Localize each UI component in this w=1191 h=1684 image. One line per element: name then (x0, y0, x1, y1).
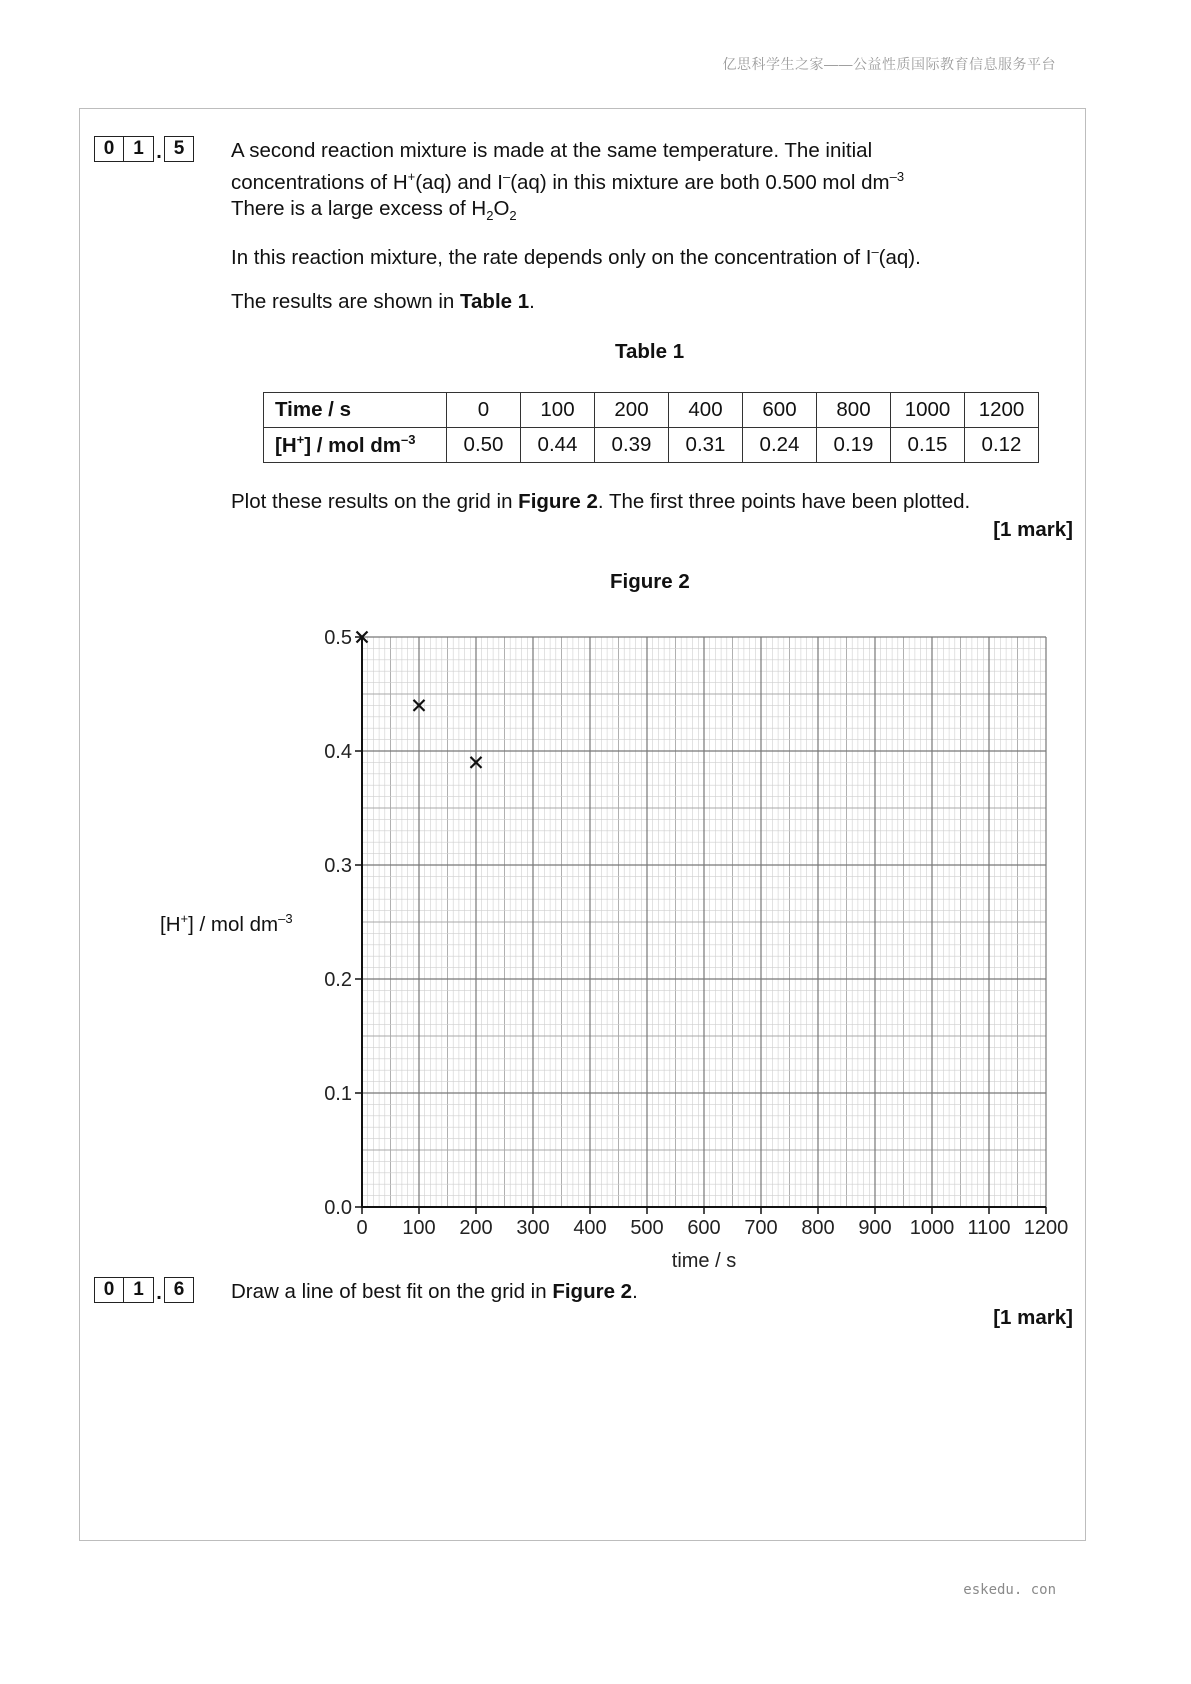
table-row-head: [H+] / mol $dm^{-3}$ (264, 428, 447, 463)
intro-line-3: There is a large excess of $H_2O_2$ (231, 196, 517, 223)
rate-statement: In this reaction mixture, the rate depends only on the concentration of I–(aq). (231, 244, 921, 269)
table-cell: 0.50 (447, 428, 521, 463)
x-tick-label: 800 (801, 1217, 835, 1239)
intro-line-1: A second reaction mixture is made at the same temperature. The initial (231, 139, 873, 162)
question-dot: . (156, 1282, 162, 1304)
table-cell: 600 (743, 393, 817, 428)
x-axis-title: time / s (671, 1250, 737, 1272)
x-tick-label: 0 (356, 1217, 368, 1239)
table-cell: 1200 (965, 393, 1039, 428)
footer-site: eskedu. con (963, 1582, 1056, 1598)
x-tick-label: 900 (858, 1217, 892, 1239)
table-cell: 0.24 (743, 428, 817, 463)
table-cell: 800 (817, 393, 891, 428)
table-row-head: Time / s (264, 393, 447, 428)
question-digit: 0 (94, 136, 124, 162)
x-tick-label: 400 (573, 1217, 607, 1239)
x-tick-label: 1100 (967, 1217, 1011, 1239)
table-cell: 0.31 (669, 428, 743, 463)
y-tick-label: 0.5 (324, 627, 352, 649)
plot-instruction: Plot these results on the grid in Figure 2. The first three points have been plotted. (231, 490, 971, 513)
y-tick-label: 0.2 (324, 969, 352, 991)
question-dot: . (156, 141, 162, 163)
mark-allocation: [1 mark] (993, 518, 1073, 541)
question-digit: 0 (94, 1277, 124, 1303)
x-tick-label: 100 (402, 1217, 436, 1239)
intro-line-2: concentrations of H+(aq) and I–(aq) in this mixture are both 0.500 mol $dm^{-3}$ (231, 169, 905, 194)
y-axis-title: [H+] / mol $dm^{-3}$ (160, 911, 293, 936)
table-cell: 0.44 (521, 428, 595, 463)
x-tick-label: 600 (687, 1217, 721, 1239)
y-tick-label: 0.4 (324, 741, 352, 763)
y-tick-label: 0.0 (324, 1197, 352, 1219)
question-digit: 5 (164, 136, 194, 162)
x-tick-label: 1200 (1023, 1217, 1069, 1239)
y-tick-label: 0.1 (324, 1083, 352, 1105)
x-tick-label: 700 (744, 1217, 778, 1239)
header-watermark: 亿思科学生之家——公益性质国际教育信息服务平台 (722, 56, 1056, 72)
table-title: Table 1 (615, 340, 685, 363)
best-fit-instruction: Draw a line of best fit on the grid in Figure 2. (231, 1280, 638, 1303)
table-cell: 200 (595, 393, 669, 428)
figure-title: Figure 2 (610, 570, 690, 593)
table-cell: 0.39 (595, 428, 669, 463)
table-cell: 100 (521, 393, 595, 428)
table-cell: 0.15 (891, 428, 965, 463)
table-cell: 1000 (891, 393, 965, 428)
table-cell: 400 (669, 393, 743, 428)
question-digit: 1 (124, 136, 154, 162)
table-cell: 0.12 (965, 428, 1039, 463)
table-cell: 0.19 (817, 428, 891, 463)
x-tick-label: 1000 (909, 1217, 955, 1239)
mark-allocation: [1 mark] (993, 1306, 1073, 1329)
x-tick-label: 300 (516, 1217, 550, 1239)
question-digit: 6 (164, 1277, 194, 1303)
y-tick-label: 0.3 (324, 855, 352, 877)
question-digit: 1 (124, 1277, 154, 1303)
x-tick-label: 200 (459, 1217, 493, 1239)
results-statement: The results are shown in Table 1. (231, 290, 535, 313)
question-number-01-6 (94, 1277, 194, 1303)
x-tick-label: 500 (630, 1217, 664, 1239)
table-cell: 0 (447, 393, 521, 428)
